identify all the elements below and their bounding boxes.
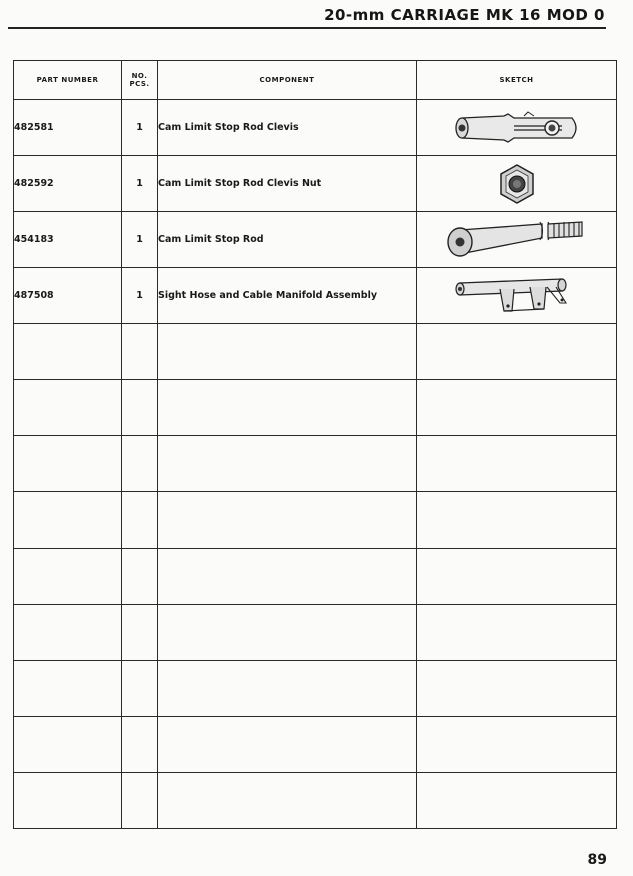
empty-table-row [14,380,617,436]
part-number-cell: 487508 [14,268,122,324]
component-cell: Sight Hose and Cable Manifold Assembly [158,268,417,324]
empty-table-row [14,660,617,716]
empty-table-row [14,716,617,772]
clevis-sketch-icon [452,106,582,150]
column-header-component: COMPONENT [158,61,417,100]
empty-table-row [14,436,617,492]
component-cell: Cam Limit Stop Rod Clevis Nut [158,156,417,212]
manifold-assembly-sketch-icon [452,273,582,319]
column-header-qty-line2: PCS. [129,80,150,88]
part-number-cell: 482581 [14,100,122,156]
component-cell: Cam Limit Stop Rod [158,212,417,268]
empty-table-row [14,324,617,380]
qty-cell: 1 [122,268,158,324]
column-header-sketch: SKETCH [417,61,617,100]
sketch-cell [417,212,617,268]
qty-cell: 1 [122,100,158,156]
part-number-cell: 482592 [14,156,122,212]
qty-cell: 1 [122,212,158,268]
column-header-qty [122,61,158,100]
table-row [14,156,617,212]
column-header-part-number: PART NUMBER [14,61,122,100]
empty-table-row [14,492,617,548]
qty-cell: 1 [122,156,158,212]
sketch-cell [417,100,617,156]
table-header-row [14,61,617,100]
empty-table-row [14,772,617,828]
parts-table [13,60,617,829]
page-header-title: 20-mm CARRIAGE MK 16 MOD 0 [324,6,605,24]
sketch-cell [417,268,617,324]
part-number-cell: 454183 [14,212,122,268]
column-header-qty-line1: NO. [131,72,148,80]
sketch-cell [417,156,617,212]
empty-table-row [14,548,617,604]
component-cell: Cam Limit Stop Rod Clevis [158,100,417,156]
threaded-rod-sketch-icon [442,216,592,264]
table-row [14,212,617,268]
empty-table-row [14,604,617,660]
page-number: 89 [587,852,607,868]
hex-nut-sketch-icon [495,162,539,206]
header-rule [8,27,606,29]
table-row [14,268,617,324]
table-row [14,100,617,156]
